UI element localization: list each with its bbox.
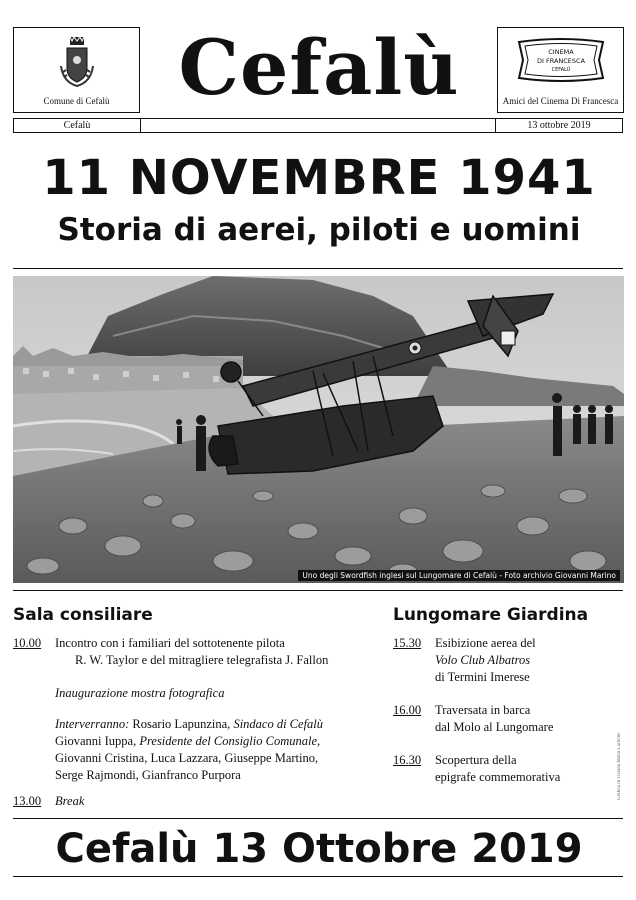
speakers-line3: Giovanni Cristina, Luca Lazzara, Giuseppe Martino,: [55, 751, 319, 765]
left-item1-line1: Incontro con i familiari del sottotenente pilota: [55, 636, 285, 650]
cinema-logo-line1: CINEMA: [548, 48, 574, 56]
headline: 11 NOVEMBRE 1941: [42, 150, 596, 206]
speaker2-role: Presidente del Consiglio Comunale,: [139, 734, 321, 748]
right-item3-time: 16.30: [393, 753, 422, 767]
mostra-text: Inaugurazione mostra fotografica: [55, 686, 225, 700]
dateline-date: 13 ottobre 2019: [495, 119, 622, 132]
cinema-logo-line2: DI FRANCESCA: [536, 57, 586, 65]
left-item2-time: 13.00: [13, 794, 42, 808]
speakers-line1: [55, 716, 323, 733]
lungomare-giardina-title: Lungomare Giardina: [393, 605, 589, 625]
comune-logo-caption: Comune di Cefalù: [43, 96, 110, 106]
right-item1-line2: Volo Club Albatros: [435, 653, 531, 667]
dateline-bar: [13, 118, 623, 133]
cinema-logo-box: [497, 27, 624, 113]
right-item1-line3: di Termini Imerese: [435, 670, 530, 684]
photo-caption: Uno degli Swordfish inglesi sul Lungomare di Cefalù - Foto archivio Giovanni Marino: [298, 570, 620, 581]
headline-rule: [13, 268, 623, 269]
footer-rule-top: [13, 818, 623, 819]
right-item1-line1: Esibizione aerea del: [435, 636, 536, 650]
cinema-logo-caption: Amici del Cinema Di Francesca: [502, 96, 619, 106]
left-item1-line2: R. W. Taylor e del mitragliere telegrafista J. Fallon: [75, 653, 329, 667]
right-item2-line1: Traversata in barca: [435, 703, 531, 717]
speaker2-name: Giovanni Iuppa,: [55, 734, 137, 748]
footer-rule-bottom: [13, 876, 623, 877]
left-item1-time: 10.00: [13, 636, 42, 650]
cinema-film-logo-icon: [513, 38, 609, 82]
right-item3-line2: epigrafe commemorativa: [435, 770, 561, 784]
right-item2-line2: dal Molo al Lungomare: [435, 720, 554, 734]
swordfish-plane-photo-illustration: [13, 276, 624, 583]
speakers-line2: [55, 733, 320, 750]
graphic-credit: Grafica di Tiziana Maria Carbone: [617, 732, 622, 800]
speaker1-role: Sindaco di Cefalù: [233, 717, 324, 731]
speakers-line4: Serge Rajmondi, Gianfranco Purpora: [55, 768, 241, 782]
dateline-place: Cefalù: [14, 119, 141, 132]
right-item1-time: 15.30: [393, 636, 422, 650]
right-item2-time: 16.00: [393, 703, 422, 717]
sala-consiliare-title: Sala consiliare: [13, 605, 153, 625]
footer-date-banner: Cefalù 13 Ottobre 2019: [55, 826, 583, 872]
subheadline: Storia di aerei, piloti e uomini: [57, 212, 581, 248]
speaker1-name: Rosario Lapunzina,: [132, 717, 231, 731]
photo-rule: [13, 590, 623, 591]
cinema-logo-line3: CEFALÙ: [551, 67, 571, 73]
coat-of-arms-icon: [57, 36, 97, 92]
historic-photo: [13, 276, 624, 583]
comune-logo-box: [13, 27, 140, 113]
left-item2-text: Break: [55, 794, 85, 808]
interverranno-label: Interverranno:: [55, 717, 130, 731]
right-item3-line1: Scopertura della: [435, 753, 517, 767]
masthead-title: Cefalù: [178, 23, 460, 112]
